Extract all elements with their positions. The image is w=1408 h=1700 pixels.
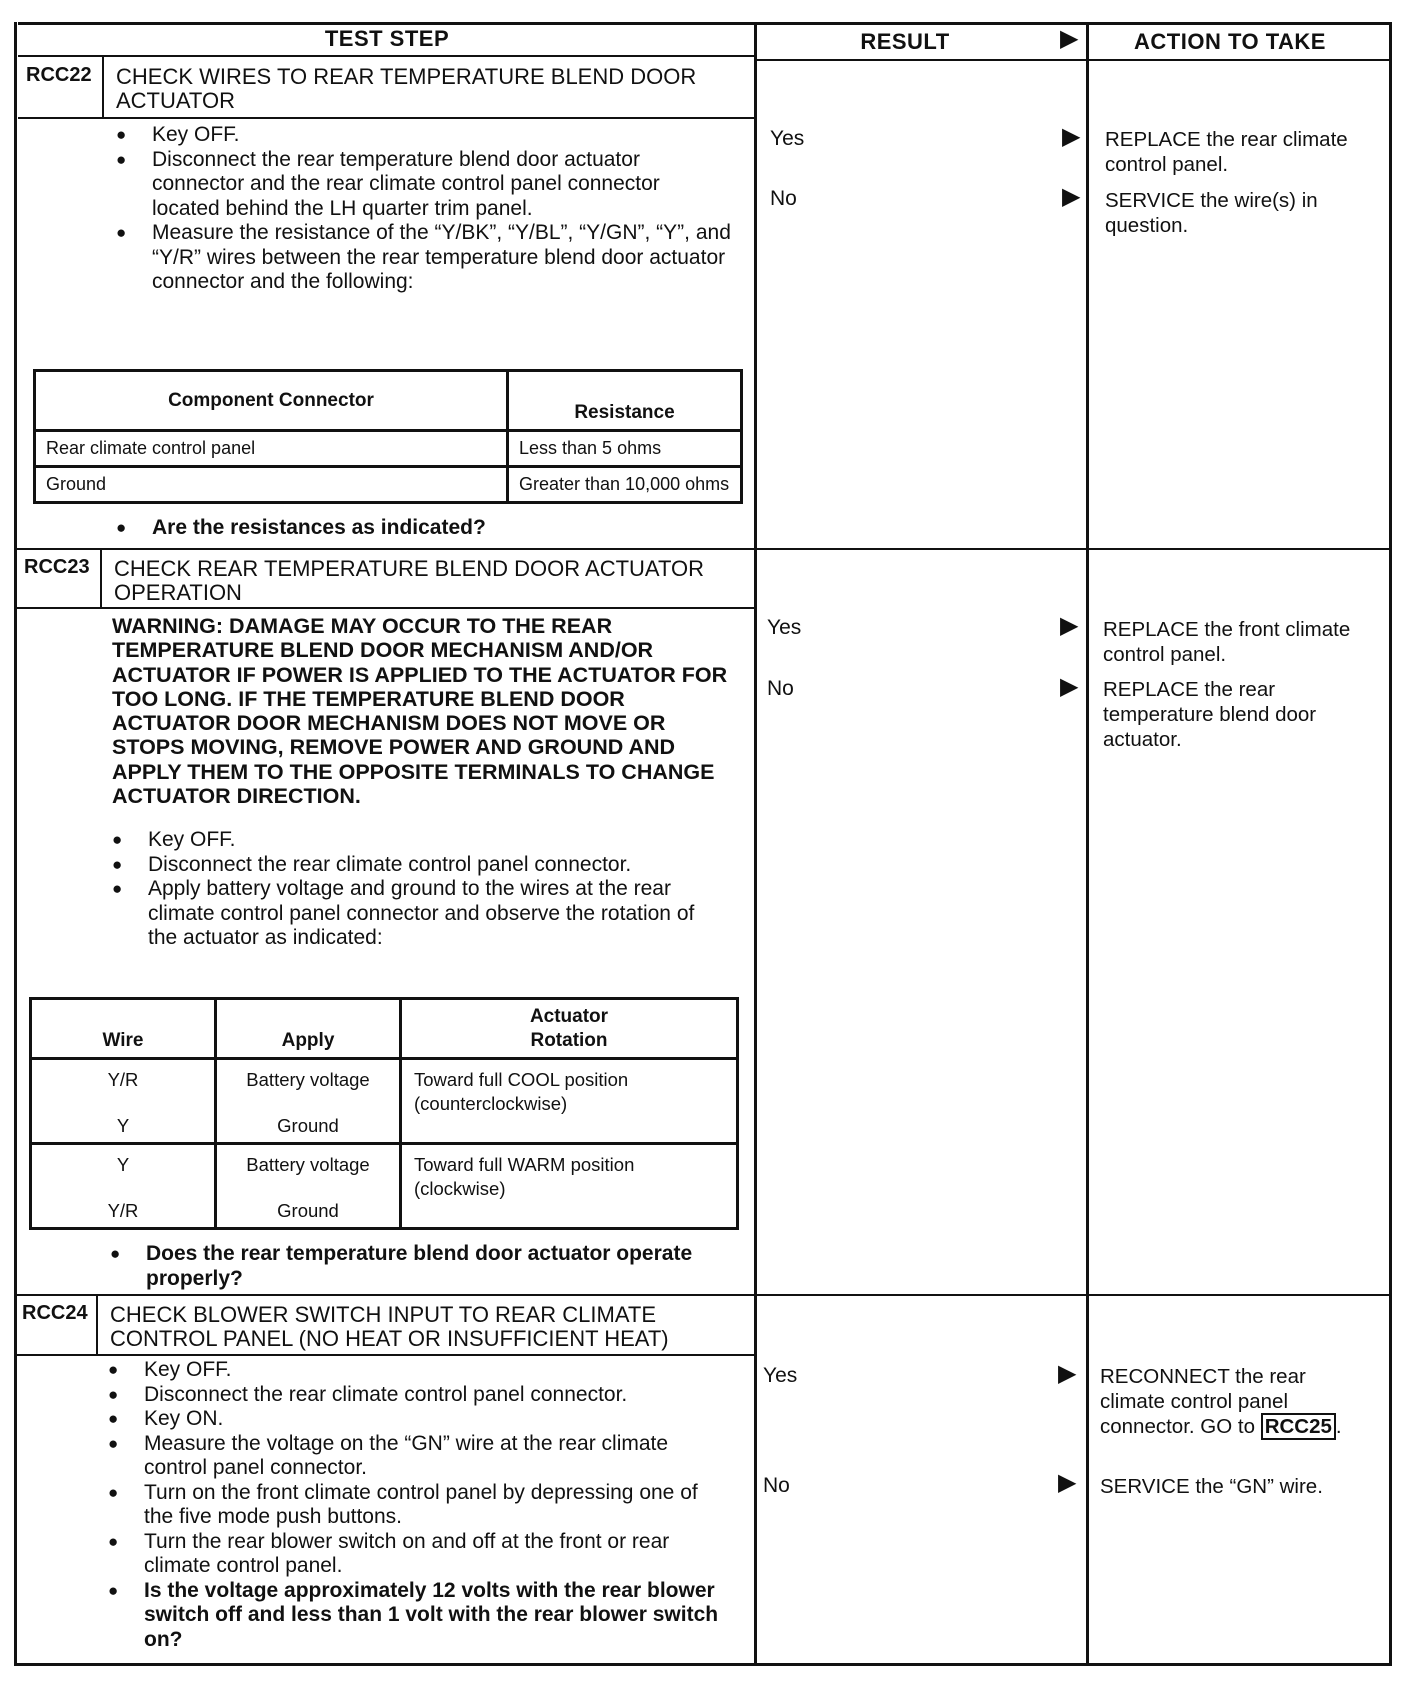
question-item: ● Are the resistances as indicated?: [112, 516, 732, 541]
arrow-icon: ▶: [1058, 1469, 1077, 1496]
action-text: [1100, 1364, 1372, 1439]
outer-border-top: [18, 22, 1392, 25]
action-text: SERVICE the wire(s) in question.: [1105, 189, 1318, 237]
header-divider-teststep: [18, 55, 756, 57]
wire-value: Y/R: [107, 1069, 139, 1090]
result-yes: Yes: [767, 616, 802, 639]
instruction-item: ● Turn the rear blower switch on and off at the front or rear climate control panel.: [104, 1530, 724, 1579]
instruction-item: ● Key ON.: [104, 1407, 724, 1432]
header-arrow-icon: ▶: [1060, 25, 1079, 52]
table-cell: Less than 5 ohms: [508, 431, 742, 467]
instruction-item: ● Measure the resistance of the “Y/BK”, “Y/BL”, “Y/GN”, “Y”, and “Y/R” wires between the rear temperature blend door actuator connector and the following:: [112, 221, 732, 295]
apply-value: Battery voltage: [246, 1154, 370, 1175]
step-instructions: [104, 1358, 724, 1652]
step-instructions: [112, 123, 732, 295]
table-header: Actuator Rotation: [401, 999, 738, 1059]
question-item: ● Does the rear temperature blend door actuator operate properly?: [106, 1242, 726, 1291]
instruction-item: ● Apply battery voltage and ground to the wires at the rear climate control panel connector and observe the rotation of the actuator as indicated:: [108, 877, 728, 951]
table-header: Component Connector: [35, 371, 508, 431]
arrow-icon: ▶: [1062, 123, 1081, 150]
step-id: RCC24: [22, 1302, 88, 1324]
actuator-rotation-table: [29, 997, 739, 1230]
outer-border-bottom: [14, 1663, 1392, 1666]
warning-text: WARNING: DAMAGE MAY OCCUR TO THE REAR TEMPERATURE BLEND DOOR MECHANISM AND/OR ACTUATOR IF POWER IS APPLIED TO THE ACTUATOR FOR TOO LONG. IF THE TEMPERATURE BLEND DOOR ACTUATOR DOOR MECHANISM DOES NOT MOVE OR STOPS MOVING, REMOVE POWER AND GROUND AND APPLY THEM TO THE OPPOSITE TERMINALS TO CHANGE ACTUATOR DIRECTION.: [112, 614, 728, 809]
row-divider-2: [14, 1294, 1392, 1296]
outer-border-right: [1389, 22, 1392, 1666]
table-header: Apply: [216, 999, 401, 1059]
instruction-item: ● Measure the voltage on the “GN” wire at the rear climate control panel connector.: [104, 1432, 724, 1481]
column-divider-result: [754, 22, 757, 1666]
step-id: RCC22: [26, 64, 92, 86]
result-yes: Yes: [763, 1364, 798, 1387]
table-cell: [31, 1144, 216, 1229]
resistance-table: [33, 369, 743, 504]
action-text: REPLACE the front climate control panel.: [1103, 618, 1351, 666]
action-text-suffix: .: [1335, 1415, 1342, 1438]
instruction-item: ● Key OFF.: [112, 123, 732, 148]
instruction-item: ● Disconnect the rear climate control panel connector.: [104, 1383, 724, 1408]
header-result: RESULT: [860, 29, 950, 54]
table-cell: Toward full WARM position (clockwise): [401, 1144, 738, 1229]
arrow-icon: ▶: [1058, 1360, 1077, 1387]
result-no: No: [763, 1474, 790, 1497]
action-text: REPLACE the rear climate control panel.: [1105, 128, 1348, 176]
instruction-item: ● Key OFF.: [108, 828, 728, 853]
table-header: Resistance: [508, 371, 742, 431]
wire-value: Y: [116, 1115, 130, 1136]
instruction-item: ● Turn on the front climate control panel by depressing one of the five mode push buttons.: [104, 1481, 724, 1530]
action-text: SERVICE the “GN” wire.: [1100, 1475, 1323, 1498]
instruction-item: ● Disconnect the rear climate control panel connector.: [108, 853, 728, 878]
table-cell: Rear climate control panel: [35, 431, 508, 467]
step-title: CHECK WIRES TO REAR TEMPERATURE BLEND DOOR ACTUATOR: [116, 64, 697, 113]
step-reference-link[interactable]: RCC25: [1261, 1413, 1336, 1440]
step-instructions: [108, 828, 728, 951]
arrow-icon: ▶: [1060, 612, 1079, 639]
header-test-step: TEST STEP: [324, 26, 450, 51]
table-cell: Toward full COOL position (counterclockwise): [401, 1059, 738, 1144]
result-no: No: [767, 677, 794, 700]
arrow-icon: ▶: [1060, 673, 1079, 700]
result-yes: Yes: [770, 127, 805, 150]
table-cell: Ground: [35, 467, 508, 503]
table-cell: [216, 1059, 401, 1144]
instruction-item: ● Disconnect the rear temperature blend door actuator connector and the rear climate control panel connector located behind the LH quarter trim panel.: [112, 148, 732, 222]
step-title: CHECK BLOWER SWITCH INPUT TO REAR CLIMATE CONTROL PANEL (NO HEAT OR INSUFFICIENT HEAT): [110, 1302, 669, 1351]
header-action: ACTION TO TAKE: [1134, 29, 1326, 54]
action-text: REPLACE the rear temperature blend door actuator.: [1103, 678, 1317, 751]
row-divider-1: [14, 548, 1392, 550]
step-question: [112, 516, 732, 541]
step-title: CHECK REAR TEMPERATURE BLEND DOOR ACTUATOR OPERATION: [114, 556, 705, 605]
step-question: [106, 1242, 726, 1291]
result-no: No: [770, 187, 797, 210]
table-cell: Greater than 10,000 ohms: [508, 467, 742, 503]
table-cell: [216, 1144, 401, 1229]
question-item: ● Is the voltage approximately 12 volts with the rear blower switch off and less than 1 volt with the rear blower switch on?: [104, 1579, 724, 1653]
header-divider: [756, 59, 1392, 61]
outer-border-left: [14, 22, 17, 1666]
wire-value: Y/R: [107, 1200, 139, 1221]
action-text-main: RECONNECT the rear climate control panel connector. GO to: [1100, 1365, 1306, 1438]
apply-value: Ground: [277, 1115, 339, 1136]
instruction-item: ● Key OFF.: [104, 1358, 724, 1383]
wire-value: Y: [116, 1154, 130, 1175]
column-divider-action: [1086, 22, 1089, 1666]
table-header: Wire: [31, 999, 216, 1059]
apply-value: Ground: [277, 1200, 339, 1221]
arrow-icon: ▶: [1062, 183, 1081, 210]
table-cell: [31, 1059, 216, 1144]
apply-value: Battery voltage: [246, 1069, 370, 1090]
step-id: RCC23: [24, 556, 90, 578]
